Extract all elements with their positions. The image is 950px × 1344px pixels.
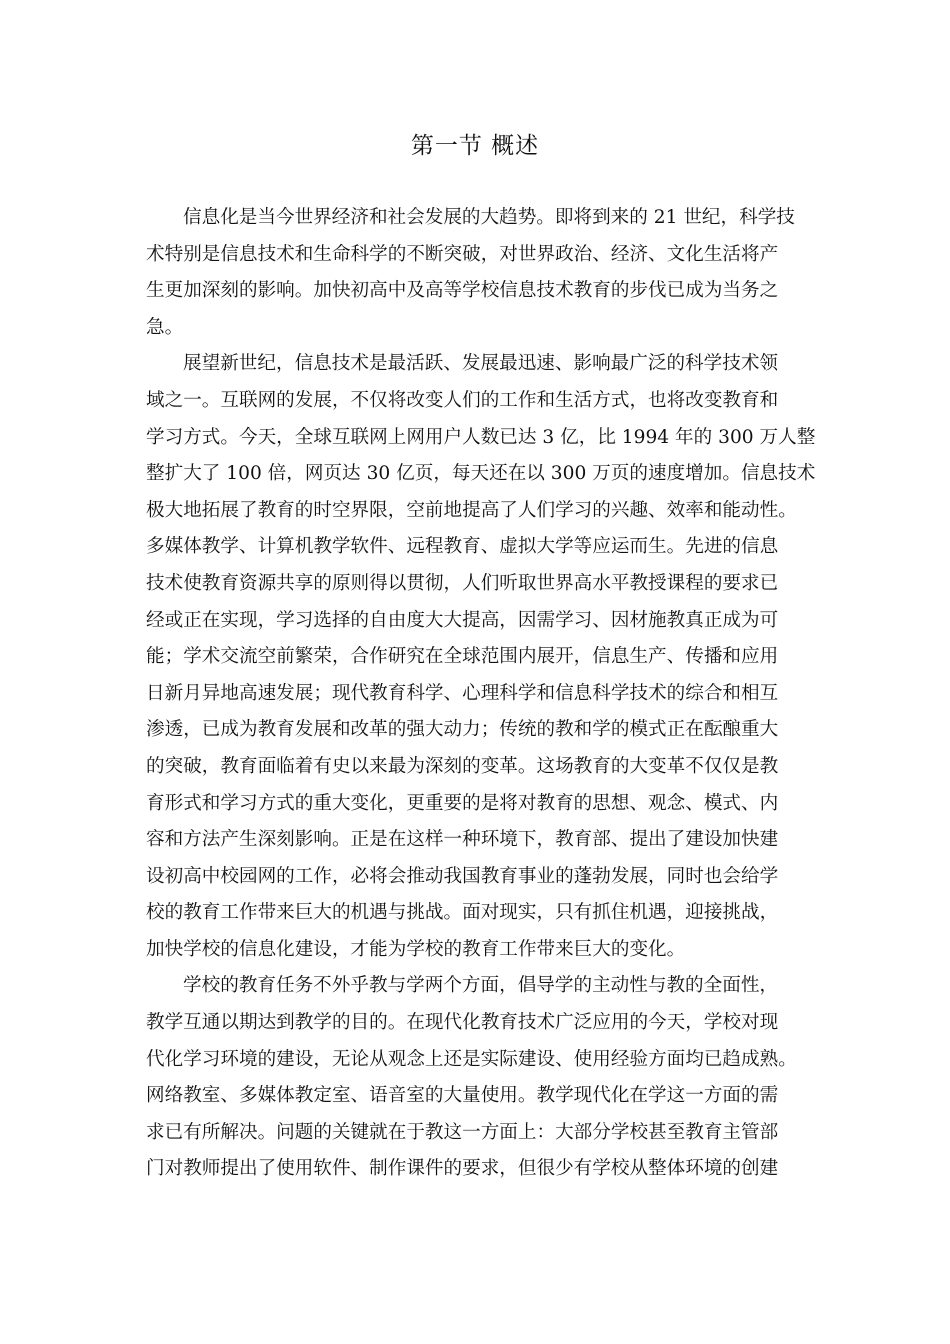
text-line: 校的教育工作带来巨大的机遇与挑战。面对现实，只有抓住机遇，迎接挑战， [146,902,779,924]
text-line: 学校的教育任务不外乎教与学两个方面，倡导学的主动性与教的全面性， [183,975,779,997]
text-line: 生更加深刻的影响。加快初高中及高等学校信息技术教育的步伐已成为当务之 [146,280,779,302]
text-line: 整扩大了 100 倍，网页达 30 亿页，每天还在以 300 万页的速度增加。信息技术 [146,463,816,485]
text-line: 展望新世纪，信息技术是最活跃、发展最迅速、影响最广泛的科学技术领 [183,353,779,375]
text-line: 能；学术交流空前繁荣，合作研究在全球范围内展开，信息生产、传播和应用 [146,646,779,668]
text-line: 设初高中校园网的工作，必将会推动我国教育事业的蓬勃发展，同时也会给学 [146,865,779,887]
text-line: 多媒体教学、计算机教学软件、远程教育、虚拟大学等应运而生。先进的信息 [146,536,779,558]
text-line: 加快学校的信息化建设，才能为学校的教育工作带来巨大的变化。 [146,938,686,960]
text-line: 容和方法产生深刻影响。正是在这样一种环境下，教育部、提出了建设加快建 [146,829,779,851]
text-line: 信息化是当今世界经济和社会发展的大趋势。即将到来的 21 世纪，科学技 [183,207,795,228]
text-line: 育形式和学习方式的重大变化，更重要的是将对教育的思想、观念、模式、内 [146,792,779,814]
section-title: 第一节 概述 [410,133,540,159]
text-line: 代化学习环境的建设，无论从观念上还是实际建设、使用经验方面均已趋成熟。 [146,1048,797,1070]
text-line: 域之一。互联网的发展，不仅将改变人们的工作和生活方式，也将改变教育和 [146,389,779,411]
text-line: 日新月异地高速发展；现代教育科学、心理科学和信息科学技术的综合和相互 [146,682,779,704]
text-line: 术特别是信息技术和生命科学的不断突破，对世界政治、经济、文化生活将产 [146,243,779,265]
text-line: 极大地拓展了教育的时空界限，空前地提高了人们学习的兴趣、效率和能动性。 [146,499,797,521]
text-line: 渗透，已成为教育发展和改革的强大动力；传统的教和学的模式正在酝酿重大 [146,719,779,741]
body-text [146,200,826,1188]
text-line: 教学互通以期达到教学的目的。在现代化教育技术广泛应用的今天，学校对现 [146,1012,779,1034]
text-line: 技术使教育资源共享的原则得以贯彻，人们听取世界高水平教授课程的要求已 [146,572,779,594]
text-line: 学习方式。今天，全球互联网上网用户人数已达 3 亿，比 1994 年的 300 万人整 [146,426,816,448]
text-line: 的突破，教育面临着有史以来最为深刻的变革。这场教育的大变革不仅仅是教 [146,755,779,777]
text-line: 网络教室、多媒体教定室、语音室的大量使用。教学现代化在学这一方面的需 [146,1085,779,1107]
text-line: 经或正在实现，学习选择的自由度大大提高，因需学习、因材施教真正成为可 [146,609,779,631]
text-line: 求已有所解决。问题的关键就在于教这一方面上：大部分学校甚至教育主管部 [146,1121,779,1143]
text-line: 门对教师提出了使用软件、制作课件的要求，但很少有学校从整体环境的创建 [146,1158,779,1180]
text-line: 急。 [146,316,184,338]
